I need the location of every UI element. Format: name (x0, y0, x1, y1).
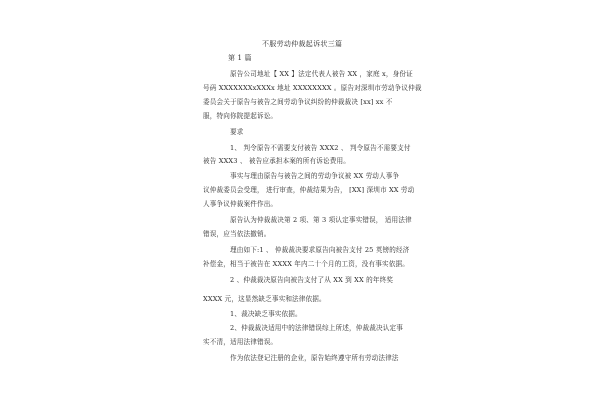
paragraph-line: 理由如下:1 、 仲裁裁决要求原告向被告支付 25 英镑的经济 (230, 246, 410, 254)
paragraph-line: 事实与理由原告与被告之间的劳动争议被 XX 劳动人事争 (230, 172, 400, 180)
paragraph-line: 人事争议仲裁案件作出。 (203, 200, 278, 208)
paragraph-line: 被告 XXX3 、 被告应承担本案的所有诉讼费用。 (203, 157, 351, 165)
paragraph-line: 议仲裁委员会受理， 进行审查，仲裁结果为告， [XX] 深圳市 XX 劳动 (203, 186, 415, 194)
paragraph-line: 2、仲裁裁决适用中的法律错误综上所述，仲裁裁决认定事 (230, 324, 403, 332)
paragraph-line: 要求 (230, 128, 244, 136)
paragraph-line: 2 、仲裁裁决原告向被告支付了从 XX 到 XX 的年终奖 (230, 276, 394, 284)
document-title: 不服劳动仲裁起诉状三篇 (262, 40, 343, 48)
paragraph-line: XXXX 元，这显然缺乏事实和法律依据。 (203, 295, 326, 303)
paragraph-line: 原告认为仲裁裁决第 2 项、第 3 项认定事实错误， 适用法律 (230, 216, 412, 224)
paragraph-line: 原告公司地址【 XX 】法定代表人被告 XX ，家庭 x，身份证 (230, 70, 413, 78)
paragraph-line: 实不清，适用法律错误。 (203, 338, 278, 346)
paragraph-line: 1、裁决缺乏事实依据。 (230, 310, 302, 318)
paragraph-line: 错误，应当依法撤销。 (203, 230, 271, 238)
paragraph-line: 委员会关于原告与被告之间劳动争议纠纷的仲裁裁决 [xx] xx 不 (203, 98, 393, 106)
paragraph-line: 号码 XXXXXXXxXXXx 地址 XXXXXXXX 。原告对深圳市劳动争议仲裁 (203, 84, 422, 92)
paragraph-line: 服，特向你院提起诉讼。 (203, 112, 278, 120)
paragraph-line: 补偿金，相当于被告在 XXXX 年内二十个月的工资，没有事实依据。 (203, 260, 409, 268)
paragraph-line: 1、 判令原告不需要支付被告 XXX2 、 判令原告不需要支付 (230, 144, 411, 152)
paragraph-line: 作为依法登记注册的企业，原告始终遵守所有劳动法律法 (230, 354, 399, 362)
section-heading: 第 1 篇 (228, 54, 252, 62)
